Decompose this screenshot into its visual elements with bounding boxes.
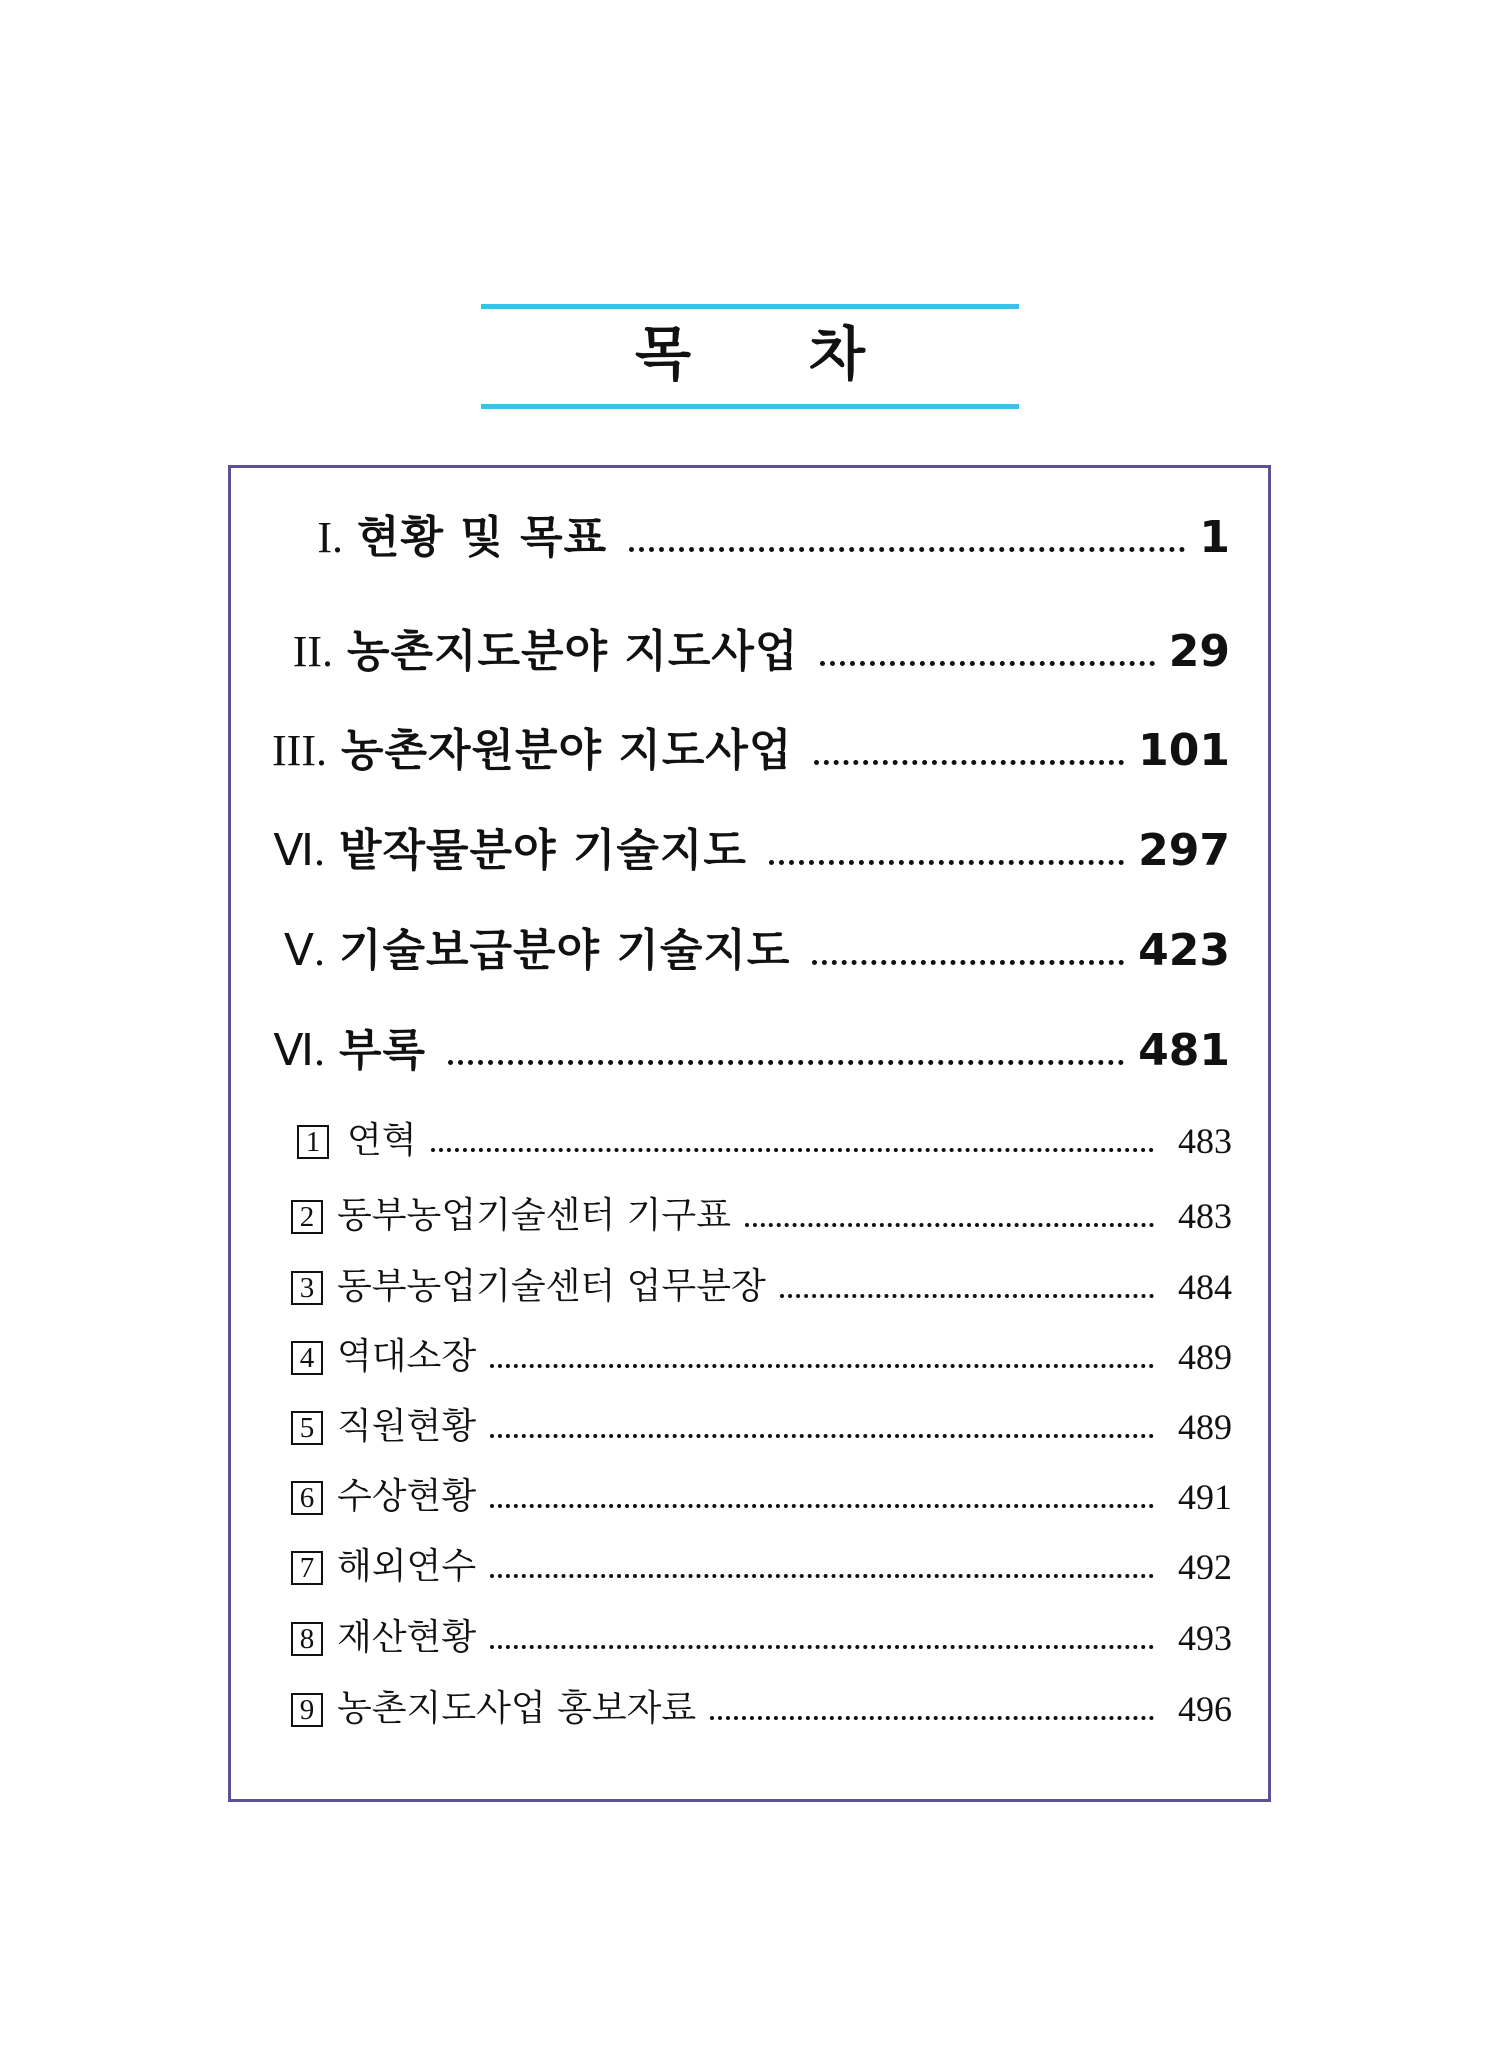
dot-leader [490, 1504, 1154, 1508]
item-number-box: 5 [291, 1411, 323, 1445]
appendix-page: 484 [1178, 1267, 1232, 1307]
dot-leader [490, 1434, 1154, 1438]
section-title: 부록 [339, 1025, 427, 1076]
section-page: 423 [1138, 925, 1230, 976]
dot-leader [814, 760, 1124, 765]
appendix-title: 동부농업기술센터 기구표 [337, 1195, 731, 1236]
toc-section-4[interactable] [265, 821, 1230, 881]
appendix-title: 직원현황 [337, 1406, 477, 1447]
dot-leader [812, 960, 1124, 965]
appendix-item-4[interactable] [291, 1332, 1232, 1382]
appendix-title: 농촌지도사업 홍보자료 [337, 1688, 697, 1729]
page-title: 목차 [634, 320, 984, 388]
item-number-box: 3 [291, 1271, 323, 1305]
dot-leader [710, 1716, 1154, 1720]
appendix-page: 491 [1178, 1477, 1232, 1517]
dot-leader [490, 1364, 1154, 1368]
section-numeral: Ⅴ. [283, 926, 325, 975]
toc-section-6[interactable] [265, 1021, 1230, 1081]
appendix-title: 재산현황 [337, 1617, 477, 1658]
toc-section-2[interactable] [273, 622, 1230, 682]
toc-section-1[interactable] [293, 508, 1230, 568]
dot-leader [629, 547, 1185, 552]
dot-leader [745, 1223, 1154, 1227]
item-number-box: 9 [291, 1693, 323, 1727]
dot-leader [490, 1574, 1154, 1578]
toc-section-3[interactable] [255, 721, 1230, 781]
appendix-item-2[interactable] [291, 1191, 1232, 1241]
section-page: 297 [1138, 825, 1230, 876]
dot-leader [820, 661, 1154, 666]
appendix-item-6[interactable] [291, 1472, 1232, 1522]
appendix-page: 483 [1178, 1121, 1232, 1161]
appendix-title: 역대소장 [337, 1336, 477, 1377]
dot-leader [780, 1294, 1154, 1298]
toc-box [228, 465, 1271, 1802]
appendix-page: 492 [1178, 1547, 1232, 1587]
section-page: 101 [1138, 725, 1230, 776]
section-numeral: Ⅵ. [273, 826, 325, 875]
appendix-page: 489 [1178, 1407, 1232, 1447]
appendix-item-5[interactable] [291, 1402, 1232, 1452]
item-number-box: 4 [291, 1341, 323, 1375]
dot-leader [490, 1645, 1154, 1649]
item-number-box: 7 [291, 1551, 323, 1585]
toc-section-5[interactable] [265, 921, 1230, 981]
section-numeral: III. [272, 726, 327, 775]
appendix-item-7[interactable] [291, 1542, 1232, 1592]
appendix-item-8[interactable] [291, 1613, 1232, 1663]
section-title: 현황 및 목표 [357, 512, 608, 563]
heading-rule-bottom [481, 404, 1019, 409]
section-title: 농촌지도분야 지도사업 [347, 626, 799, 677]
section-numeral: Ⅵ. [273, 1026, 325, 1075]
item-number-box: 8 [291, 1622, 323, 1656]
appendix-page: 489 [1178, 1337, 1232, 1377]
appendix-item-9[interactable] [291, 1684, 1232, 1734]
section-numeral: II. [292, 627, 333, 676]
item-number-box: 1 [297, 1125, 329, 1159]
heading-rule-top [481, 304, 1019, 309]
section-title: 기술보급분야 기술지도 [339, 925, 791, 976]
item-number-box: 2 [291, 1200, 323, 1234]
section-title: 농촌자원분야 지도사업 [341, 725, 793, 776]
appendix-title: 해외연수 [337, 1546, 477, 1587]
section-numeral: I. [317, 513, 343, 562]
appendix-page: 496 [1178, 1689, 1232, 1729]
dot-leader [448, 1060, 1124, 1065]
appendix-title: 연혁 [347, 1120, 417, 1161]
appendix-title: 동부농업기술센터 업무분장 [337, 1266, 766, 1307]
appendix-item-1[interactable] [297, 1116, 1232, 1166]
toc-heading [481, 304, 1019, 409]
dot-leader [769, 860, 1124, 865]
dot-leader [431, 1148, 1154, 1152]
section-title: 밭작물분야 기술지도 [339, 825, 747, 876]
section-page: 1 [1199, 512, 1230, 563]
section-page: 29 [1168, 626, 1230, 677]
appendix-page: 493 [1178, 1618, 1232, 1658]
appendix-page: 483 [1178, 1196, 1232, 1236]
appendix-title: 수상현황 [337, 1476, 477, 1517]
item-number-box: 6 [291, 1481, 323, 1515]
section-page: 481 [1138, 1025, 1230, 1076]
appendix-item-3[interactable] [291, 1262, 1232, 1312]
